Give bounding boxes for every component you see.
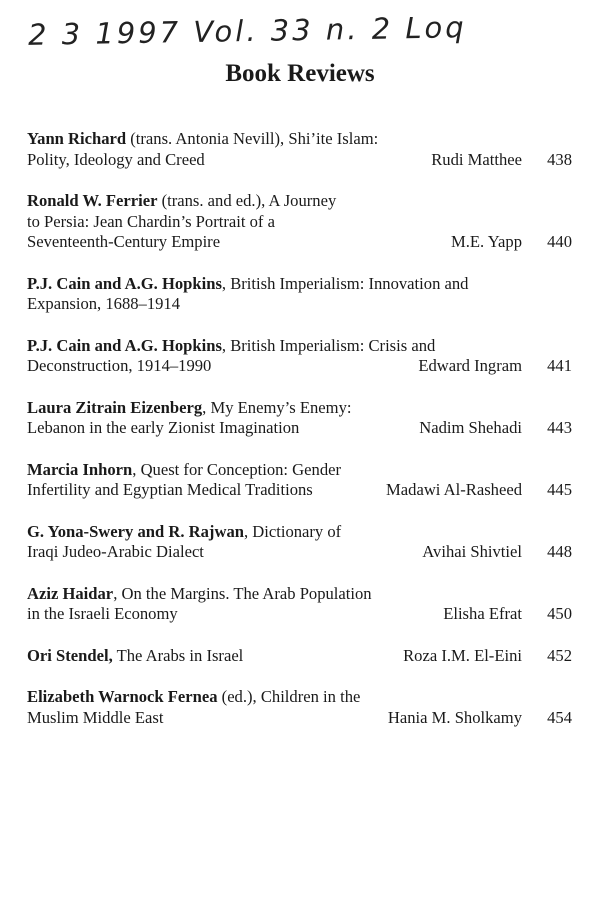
review-entry bbox=[27, 646, 572, 667]
entry-title: , My Enemy’s Enemy: bbox=[202, 397, 352, 417]
entry-title: (ed.), Children in the bbox=[217, 687, 361, 706]
entry-title: (trans. and ed.), A Journey bbox=[157, 191, 337, 210]
entry-title: , Dictionary of bbox=[243, 521, 342, 541]
review-entry bbox=[27, 274, 572, 315]
review-entry bbox=[27, 522, 572, 563]
entry-page: 440 bbox=[547, 232, 572, 251]
entry-title: in the Israeli Economy bbox=[27, 604, 178, 623]
entry-reviewer: Roza I.M. El-Eini bbox=[403, 645, 522, 665]
review-entry bbox=[27, 336, 572, 377]
entry-title: Infertility and Egyptian Medical Traditions bbox=[27, 480, 313, 499]
entry-page: 443 bbox=[547, 418, 572, 437]
entry-title: Seventeenth-Century Empire bbox=[27, 232, 221, 251]
entry-title: Deconstruction, 1914–1990 bbox=[27, 356, 212, 375]
entry-reviewer: Edward Ingram bbox=[418, 356, 522, 375]
entry-author: Ronald W. Ferrier bbox=[27, 191, 158, 210]
entry-page: 448 bbox=[547, 542, 572, 561]
entry-page: 450 bbox=[547, 604, 572, 623]
review-entry bbox=[27, 398, 572, 439]
review-entry bbox=[27, 129, 572, 170]
entry-title: The Arabs in Israel bbox=[112, 645, 244, 665]
handwritten-annotation: 2 3 1997 Vol. 33 n. 2 Loq bbox=[27, 10, 467, 52]
entry-page: 454 bbox=[547, 707, 572, 727]
entry-author: Aziz Haidar bbox=[27, 583, 114, 603]
entry-author: P.J. Cain and A.G. Hopkins bbox=[27, 335, 222, 355]
entry-page: 438 bbox=[547, 149, 572, 169]
entry-reviewer: Rudi Matthee bbox=[431, 149, 522, 169]
entry-author: Elizabeth Warnock Fernea bbox=[27, 687, 218, 706]
entry-title: to Persia: Jean Chardin’s Portrait of a bbox=[27, 211, 275, 231]
review-entry bbox=[27, 584, 572, 625]
entry-reviewer: Madawi Al-Rasheed bbox=[386, 480, 522, 499]
entry-title: Muslim Middle East bbox=[27, 707, 164, 727]
entry-title: (trans. Antonia Nevill), Shi’ite Islam: bbox=[126, 129, 379, 148]
review-entry bbox=[27, 460, 572, 501]
review-entry bbox=[27, 687, 572, 728]
entry-title: Iraqi Judeo-Arabic Dialect bbox=[27, 542, 204, 561]
entry-title: Expansion, 1688–1914 bbox=[27, 294, 181, 313]
entry-author: P.J. Cain and A.G. Hopkins bbox=[27, 273, 222, 293]
entry-reviewer: Hania M. Sholkamy bbox=[387, 707, 522, 727]
entry-author: Marcia Inhorn bbox=[27, 459, 133, 479]
entry-author: Ori Stendel, bbox=[27, 645, 113, 665]
entry-author: Yann Richard bbox=[27, 129, 127, 148]
entry-page: 441 bbox=[547, 356, 572, 375]
entry-author: Laura Zitrain Eizenberg bbox=[27, 397, 203, 417]
entry-page: 452 bbox=[547, 645, 572, 665]
entry-page: 445 bbox=[547, 480, 572, 499]
review-list bbox=[27, 129, 572, 749]
entry-title: Polity, Ideology and Creed bbox=[27, 149, 205, 169]
entry-reviewer: Nadim Shehadi bbox=[419, 418, 522, 437]
entry-title: , Quest for Conception: Gender bbox=[132, 459, 342, 479]
entry-author: G. Yona-Swery and R. Rajwan bbox=[27, 521, 244, 541]
entry-reviewer: M.E. Yapp bbox=[450, 232, 522, 251]
entry-title: , On the Margins. The Arab Population bbox=[113, 583, 372, 603]
page-title: Book Reviews bbox=[225, 60, 375, 87]
entry-title: , British Imperialism: Innovation and bbox=[221, 273, 469, 293]
entry-reviewer: Elisha Efrat bbox=[443, 604, 522, 623]
entry-reviewer: Avihai Shivtiel bbox=[422, 542, 522, 561]
review-entry bbox=[27, 191, 572, 253]
entry-title: , British Imperialism: Crisis and bbox=[221, 335, 436, 355]
entry-title: Lebanon in the early Zionist Imagination bbox=[27, 418, 300, 437]
